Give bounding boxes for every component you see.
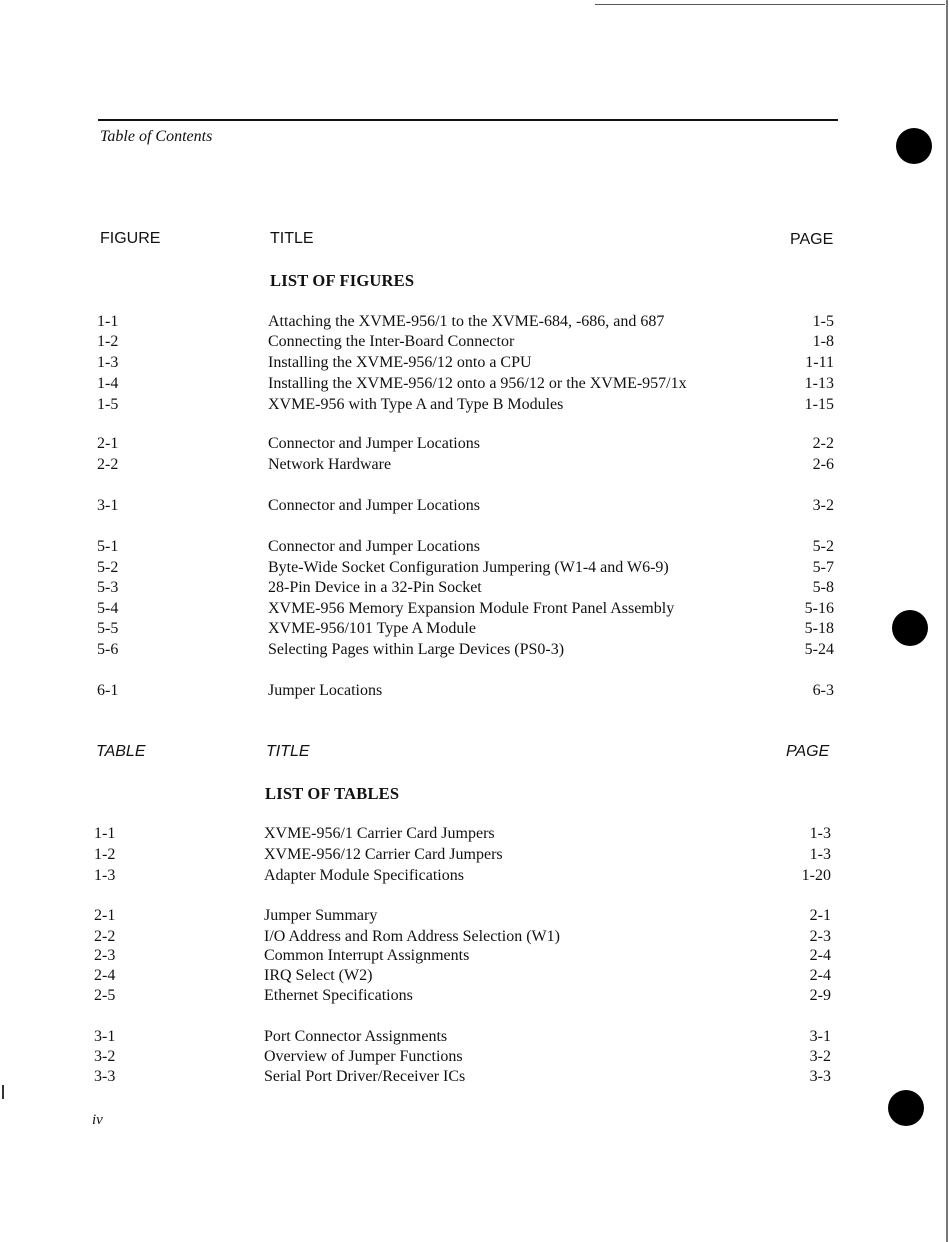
figure-number: 1-3 bbox=[97, 354, 119, 371]
figure-number: 5-1 bbox=[97, 538, 119, 555]
table-row bbox=[94, 825, 831, 845]
figure-page: 3-2 bbox=[812, 497, 834, 514]
figure-title: Selecting Pages within Large Devices (PS0-3) bbox=[268, 641, 565, 658]
figure-page: 5-18 bbox=[804, 620, 834, 637]
table-title: Jumper Summary bbox=[264, 907, 378, 924]
figure-number: 6-1 bbox=[97, 682, 119, 699]
figure-title: XVME-956/101 Type A Module bbox=[268, 620, 476, 637]
table-page: 3-1 bbox=[809, 1028, 831, 1045]
figure-page: 2-6 bbox=[812, 456, 834, 473]
scan-artifact-line bbox=[595, 4, 945, 5]
figure-row bbox=[97, 559, 834, 579]
table-number: 1-3 bbox=[94, 867, 116, 884]
page-number: iv bbox=[92, 1112, 103, 1128]
figure-number: 5-5 bbox=[97, 620, 119, 637]
list-of-tables-heading: LIST OF TABLES bbox=[265, 784, 400, 803]
figure-page: 5-8 bbox=[812, 579, 834, 596]
figure-page: 5-2 bbox=[812, 538, 834, 555]
figure-title: Connector and Jumper Locations bbox=[268, 538, 480, 555]
title-column-header-tables: TITLE bbox=[266, 743, 310, 760]
table-row bbox=[94, 867, 831, 887]
table-title: XVME-956/1 Carrier Card Jumpers bbox=[264, 825, 495, 842]
list-of-figures-heading: LIST OF FIGURES bbox=[270, 271, 415, 290]
table-row bbox=[94, 1048, 831, 1068]
figure-row bbox=[97, 354, 834, 374]
figure-number: 3-1 bbox=[97, 497, 119, 514]
figure-title: Connector and Jumper Locations bbox=[268, 497, 480, 514]
figure-title: Installing the XVME-956/12 onto a 956/12 or the XVME-957/1x bbox=[268, 375, 687, 392]
table-row bbox=[94, 1068, 831, 1088]
figure-row bbox=[97, 497, 834, 517]
page-column-header: PAGE bbox=[790, 231, 834, 248]
page-edge bbox=[946, 0, 948, 1242]
figure-title: 28-Pin Device in a 32-Pin Socket bbox=[268, 579, 482, 596]
table-number: 1-1 bbox=[94, 825, 116, 842]
figure-row bbox=[97, 538, 834, 558]
title-column-header: TITLE bbox=[270, 230, 314, 247]
figure-page: 1-8 bbox=[812, 333, 834, 350]
figure-row bbox=[97, 435, 834, 455]
table-row bbox=[94, 967, 831, 987]
figure-number: 2-1 bbox=[97, 435, 119, 452]
figure-page: 5-24 bbox=[804, 641, 834, 658]
table-number: 3-1 bbox=[94, 1028, 116, 1045]
table-number: 2-3 bbox=[94, 947, 116, 964]
figure-page: 1-13 bbox=[804, 375, 834, 392]
figure-page: 1-11 bbox=[805, 354, 834, 371]
table-page: 1-3 bbox=[809, 846, 831, 863]
table-page: 1-3 bbox=[809, 825, 831, 842]
table-page: 2-4 bbox=[809, 947, 831, 964]
table-column-header: TABLE bbox=[96, 743, 146, 760]
table-title: Common Interrupt Assignments bbox=[264, 947, 470, 964]
table-number: 3-2 bbox=[94, 1048, 116, 1065]
figure-row bbox=[97, 375, 834, 395]
figure-number: 5-6 bbox=[97, 641, 119, 658]
figure-number: 1-2 bbox=[97, 333, 119, 350]
scan-speck bbox=[2, 1085, 4, 1099]
figure-title: Installing the XVME-956/12 onto a CPU bbox=[268, 354, 532, 371]
figure-row bbox=[97, 456, 834, 476]
table-number: 2-2 bbox=[94, 928, 116, 945]
figure-number: 1-5 bbox=[97, 396, 119, 413]
figure-title: Network Hardware bbox=[268, 456, 392, 473]
table-row bbox=[94, 928, 831, 948]
page-header-title: Table of Contents bbox=[100, 128, 213, 145]
table-title: Port Connector Assignments bbox=[264, 1028, 448, 1045]
figure-row bbox=[97, 620, 834, 640]
table-row bbox=[94, 987, 831, 1007]
table-title: Serial Port Driver/Receiver ICs bbox=[264, 1068, 466, 1085]
figure-page: 6-3 bbox=[812, 682, 834, 699]
table-number: 2-1 bbox=[94, 907, 116, 924]
header-rule bbox=[98, 119, 838, 121]
figure-number: 1-4 bbox=[97, 375, 119, 392]
table-row bbox=[94, 846, 831, 866]
table-number: 2-5 bbox=[94, 987, 116, 1004]
figure-title: XVME-956 Memory Expansion Module Front Panel Assembly bbox=[268, 600, 675, 617]
figure-row bbox=[97, 641, 834, 661]
figure-page: 1-5 bbox=[812, 313, 834, 330]
figure-title: Byte-Wide Socket Configuration Jumpering (W1-4 and W6-9) bbox=[268, 559, 669, 576]
table-title: Ethernet Specifications bbox=[264, 987, 413, 1004]
figure-row bbox=[97, 579, 834, 599]
figure-row bbox=[97, 313, 834, 333]
figure-row bbox=[97, 396, 834, 416]
table-page: 2-4 bbox=[809, 967, 831, 984]
table-row bbox=[94, 947, 831, 967]
figure-page: 5-16 bbox=[804, 600, 834, 617]
figure-row bbox=[97, 682, 834, 702]
punch-hole-top bbox=[896, 128, 932, 164]
table-title: Adapter Module Specifications bbox=[264, 867, 464, 884]
figure-title: Connector and Jumper Locations bbox=[268, 435, 480, 452]
table-page: 3-2 bbox=[809, 1048, 831, 1065]
page-column-header-tables: PAGE bbox=[786, 743, 830, 760]
figure-number: 5-2 bbox=[97, 559, 119, 576]
figure-number: 1-1 bbox=[97, 313, 119, 330]
table-page: 2-1 bbox=[809, 907, 831, 924]
table-page: 2-3 bbox=[809, 928, 831, 945]
table-number: 2-4 bbox=[94, 967, 116, 984]
table-row bbox=[94, 1028, 831, 1048]
table-title: I/O Address and Rom Address Selection (W1) bbox=[264, 928, 560, 945]
table-number: 1-2 bbox=[94, 846, 116, 863]
figure-number: 2-2 bbox=[97, 456, 119, 473]
figure-page: 1-15 bbox=[804, 396, 834, 413]
figure-column-header: FIGURE bbox=[100, 230, 161, 247]
table-title: IRQ Select (W2) bbox=[264, 967, 373, 984]
table-number: 3-3 bbox=[94, 1068, 116, 1085]
figure-title: Jumper Locations bbox=[268, 682, 383, 699]
table-page: 2-9 bbox=[809, 987, 831, 1004]
figure-row bbox=[97, 333, 834, 353]
figure-page: 2-2 bbox=[812, 435, 834, 452]
figure-page: 5-7 bbox=[812, 559, 834, 576]
figure-title: Connecting the Inter-Board Connector bbox=[268, 333, 515, 350]
figure-number: 5-4 bbox=[97, 600, 119, 617]
table-page: 1-20 bbox=[801, 867, 831, 884]
table-title: Overview of Jumper Functions bbox=[264, 1048, 463, 1065]
figure-row bbox=[97, 600, 834, 620]
punch-hole-middle bbox=[892, 610, 928, 646]
table-page: 3-3 bbox=[809, 1068, 831, 1085]
figure-title: XVME-956 with Type A and Type B Modules bbox=[268, 396, 564, 413]
figure-number: 5-3 bbox=[97, 579, 119, 596]
table-row bbox=[94, 907, 831, 927]
figure-title: Attaching the XVME-956/1 to the XVME-684, -686, and 687 bbox=[268, 313, 665, 330]
table-title: XVME-956/12 Carrier Card Jumpers bbox=[264, 846, 503, 863]
punch-hole-bottom bbox=[888, 1090, 924, 1126]
